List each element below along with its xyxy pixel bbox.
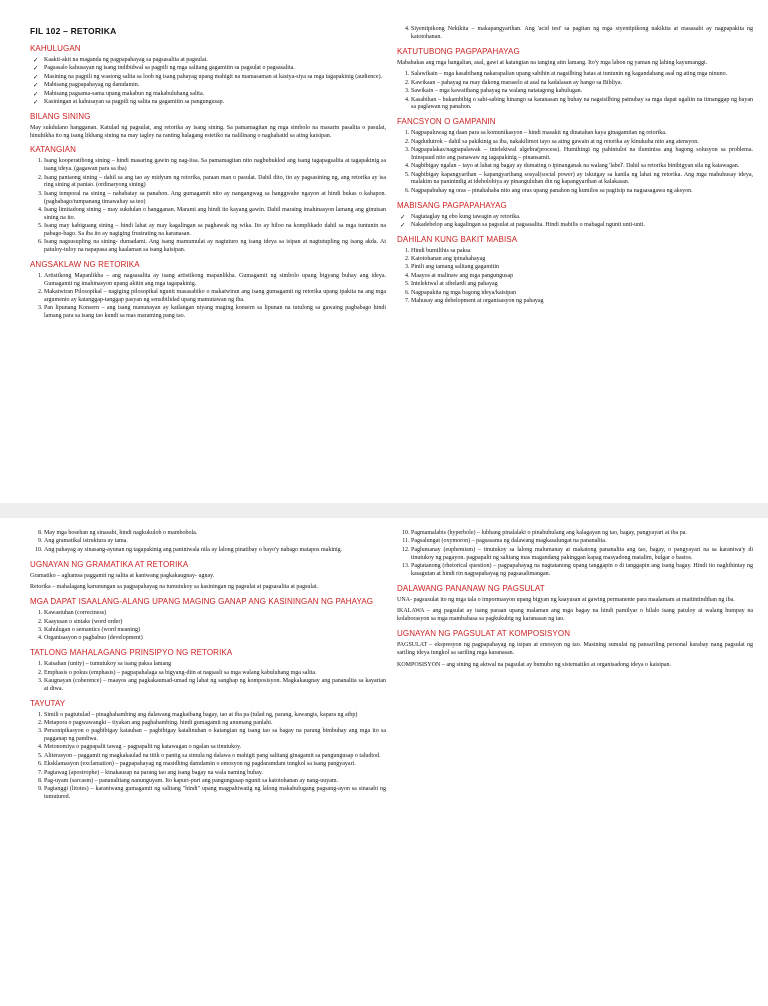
list-item: 2. Metapora o pagwawangki – tiyakan ang paghahambing. hindi gumagamit ng anumang panlahi. bbox=[44, 720, 386, 728]
mabisang-list bbox=[397, 214, 753, 230]
left-column-top bbox=[30, 0, 386, 324]
dahilan-continued-list bbox=[30, 530, 386, 555]
list-item: 7. Pagtawag (apostrophe) – kinakausap na parang tao ang isang bagay na wala naming buhay. bbox=[44, 770, 386, 778]
paragraph: Mababakas ang mga hangalian, asal, gawi at katangian na tanging atin lamang. Ito'y mga labon ng yaman ng lahing kayumanggi. bbox=[397, 59, 708, 66]
list-item: ✓ Mabisang pagpapahayag ng damdamin. bbox=[44, 82, 386, 90]
list-item: 10. Ang pahayag ay sinasang-ayunan ng tagapakinig ang paniniwala nila ay lalong pinatibay o bayo'y nabago matapos makinig. bbox=[44, 547, 386, 555]
list-item: 1. Artistikong Mapanlikha – ang nagsasalita ay isang artistikong mapanlikha. Gumagamit ng simbolo upang bigyang buhay ang ideya. Gumagamit ng imahinasyon upang akitin ang mga tagapakinig. bbox=[44, 273, 386, 289]
section-heading-katangian: KATANGIAN bbox=[30, 145, 76, 155]
list-item: 3. Sawikain – mga kawatihang pahayag na walang natatagong kahulugan. bbox=[411, 88, 753, 96]
list-item: 12. Paglumanay (euphemism) – tinutukoy sa lalong malumanay at makatong pananalita ang tao, bagay, o pangyayari na sa karaniwa'y di tinutukoy ng pagayon. pagpapalit ng salitang mas magandang pakinggan kapag masyadong matalim, bulgar o bastos. bbox=[411, 547, 753, 563]
list-item: 2. Isang pantaong sining – dahil sa ang tao ay midyum ng retorika, paraan man o pasulat. Dahil dito, ito ay pagsasining ng, ang retorika ay isa ring sining at pantao. (ordinaryong sining) bbox=[44, 175, 386, 191]
list-item: 8. May mga bosehan ng sinasabi, hindi nagkukulob o mambobola. bbox=[44, 530, 386, 538]
section-heading-katutubo: KATUTUBONG PAGPAPAHAYAG bbox=[397, 46, 520, 56]
list-item: 3. Personipikasyon o pagbibigay katauhan – pagbibigay katalinuhan o katangian ng isang tao sa bagay na parang bimbuhay ang mga ito sa pagganap ng pandiwa. bbox=[44, 728, 386, 744]
paragraph: PAGSULAT – ekspresyon ng pagpapahayag ng isipan at emosyon ng tao. Masining sumulat ng pansariling personal karabay nang pagsulat ng sariling ideya tungkol sa sariling mga karanasan. bbox=[397, 641, 753, 656]
list-item: 2. Kaayusan o sintaks (word order) bbox=[44, 619, 386, 627]
paragraph: UNA- pagsusulat ito ng mga tala o impormasyon upang bigyan ng kaayusan at gawing permanente para maalamam at maitintindihan ng iba. bbox=[397, 596, 735, 603]
section-heading-ugnayan-gramatika: UGNAYAN NG GRAMATIKA AT RETORIKA bbox=[30, 559, 189, 569]
list-item: 4. Metonomiya o pagpapalit tawag – pagpapalit ng katawagan o ngalan sa tinutukoy. bbox=[44, 744, 386, 752]
list-item: 1. Hindi bumilihis sa paksa bbox=[411, 248, 753, 256]
list-item: 3. Kaugnayan (coherence) – maayos ang pagkakaumad-umad ng lahat ng sanghap ng komposisyon. Magkakaugnay ang pananalita sa kayarian at diwa. bbox=[44, 678, 386, 694]
section-heading-bilang-sining: BILANG SINING bbox=[30, 111, 91, 121]
section-heading-ugnayan-pagsulat: UGNAYAN NG PAGSULAT AT KOMPOSISYON bbox=[397, 628, 571, 638]
angsaklaw-list bbox=[30, 273, 386, 321]
list-item: 2. Kawikaan – pahayag na may dakong maraselo at asal na kadalasan ay hango sa Bibliya. bbox=[411, 80, 753, 88]
page-divider bbox=[0, 503, 768, 518]
list-item: 4. Nagbibigay ngalan – tayo at lahat ng bagay ay dumating o ipinanganak na walang 'label'. Dahil sa retorika binibigyan sila ng katawagan. bbox=[411, 163, 753, 171]
list-item: ✓ Pagsasalo kahusayan ng isang indibidwal sa pagpili ng mga salitang gagamitin sa pagsulat o pagsasalita. bbox=[44, 65, 386, 73]
list-item: 5. Nagbibigay kapangyarihan – kapangyarihang sosyal(social power) ay iskuigay sa kanila ng lahat ng retorika. Ang mga mahuhusay ideya, malakim na paninindig at ideholohiya ay pinanguluhan din ng kapangyarihan at kalakasan. bbox=[411, 172, 753, 188]
list-item: 3. Nagpapalakas/nagpapalawak – intelektwal algebra(process). Humihingi ng pahintulot na iluminisa ang bagong solusyon sa problema. Ininspaud nito ang panawaw ng tagapakinig – pinansamit. bbox=[411, 147, 753, 163]
list-item: 4. Siyentipikong Nekikita – makapangyarihan. Ang 'acid test' sa pagitan ng mga siyentipikong nakikita at masasabi ay nagpapakita ng katotohanan. bbox=[411, 26, 753, 42]
list-item: 3. Kahulugan o semantics (word meaning) bbox=[44, 627, 386, 635]
list-item: 2. Emphasis o pokus (emphasis) – pagpapahalaga sa bigyang-diin at nagsasli sa mga walang kabuluhang mga salita. bbox=[44, 670, 386, 678]
list-item: 6. Nagpapakita ng mga bagong ideya/kaisipan bbox=[411, 290, 753, 298]
section-heading-angsaklaw: ANGSAKLAW NG RETORIKA bbox=[30, 259, 140, 269]
list-item: ✓ Mabisang pagsama-sama upang makabuo ng makabuluhang salita. bbox=[44, 91, 386, 99]
list-item: 6. Nagpapabuhay ng oras – pinahahaba nito ang oras upang panahon ng kumilos sa pagiisip na nagsasagawa ng aksyon. bbox=[411, 188, 753, 196]
list-item: ✓ Kaakit-akit na maganda ng pagpapahayag sa pagsasalita at pagsulat. bbox=[44, 57, 386, 65]
list-item: 9. Ang gramatikal istruktura ay tama. bbox=[44, 538, 386, 546]
list-item: 7. Mahusay ang debelopment at organisasyon ng pahayag bbox=[411, 298, 753, 306]
document-title: FIL 102 – RETORIKA bbox=[30, 26, 117, 36]
list-item: 5. Isang may kabiguang sining – hindi lahat ay may kagalingan sa paghawak ng wika. Ito ay hiloo na komplikado dahil sa mga tuntunin na pabago-bago. Sa iba ito ay nagiging frustrating na karanasan. bbox=[44, 223, 386, 239]
tayutay-list bbox=[30, 712, 386, 803]
list-item: 1. Isang kooperatibong sining – hindi masaring gawin ng nag-iisa. Sa pamamagitan nito nagbubuklod ang isang tagapagsalita at tagapakinig sa isang ideya. (gagawan para sa iba) bbox=[44, 158, 386, 174]
fancsyon-list bbox=[397, 130, 753, 195]
list-item: 3. Pinili ang tamang salitang gagamitin bbox=[411, 264, 753, 272]
section-heading-kahulugan: KAHULUGAN bbox=[30, 44, 81, 53]
section-heading-dahilan: DAHILAN KUNG BAKIT MABISA bbox=[397, 234, 518, 244]
list-item: 2. Nagdudutrok – dahil sa pakikinig sa iba, nakakilimot tayo sa ating gawain at ng retorika ay kinukuha nito ang atensyon. bbox=[411, 139, 753, 147]
section-heading-dapat: MGA DAPAT ISAALANG-ALANG UPANG MAGING GANAP ANG KASININGAN NG PAHAYAG bbox=[30, 597, 374, 607]
tayutay-continued-list bbox=[397, 530, 753, 579]
paragraph: IKALAWA – ang pagsulat ay isang paraan upang malaman ang mga bagay na hindi pamilyar o hilalo isang patuloy at walang humpay na kolaborasyon sa mga mambabasa sa pagkukubig ng karanasan ng tao. bbox=[397, 608, 753, 623]
section-heading-fancsyon: FANCSYON O GAMPANIN bbox=[397, 117, 496, 127]
list-item: 1. Nagpapaluwag ng daan para sa komunikasyon – hindi masakit ng dinatahan kaya ginagamitan ng retorika. bbox=[411, 130, 753, 138]
tatlong-list bbox=[30, 661, 386, 693]
list-item: 6. Isang nagsusupling na sining- dumadami. Ang isang mamumulat ay nagtuturo ng isang ideya sa isipan at nagtutupling ng isang akda. At patuloy-tuloy na napapasa ang kaalaman sa isang kaisipan. bbox=[44, 239, 386, 255]
paragraph: KOMPOSISYON – ang sining ng aktwal na pagsulat ay bumubo ng sistematiko at organisadong ideya o kaisipan. bbox=[397, 661, 672, 668]
list-item: 3. Isang temporal na sining – nababatay sa panahon. Ang gumagamit nito ay nangangwag sa hanggwahe ngayon at hindi bukas o kahapon. (pagbabago/tumpanang timawahay sa teo) bbox=[44, 191, 386, 207]
list-item: ✓ Nakadebelop ang kagalingan sa pagsulat at pagsasalita. Hindi mabilis o mabagal ngunit unti-unti. bbox=[411, 222, 753, 230]
list-item: 5. Intelektwal at sibelardi ang pahayag bbox=[411, 281, 753, 289]
paragraph: May sukdulano hangganan. Katulad ng pagsulat, ang retorika ay isang sining. Sa pamamagitan ng mga simbolo na masarin pasalita o pasulat, hinuhikha ito ng isang likhang sining na may tagley na ranting halagang estetiko na nalilinang o naghahatid sa ating kaisipan. bbox=[30, 124, 386, 139]
list-item: ✓ Nagtataglay ng ebo kung tawagin ay retorika. bbox=[411, 214, 753, 222]
right-column-bottom bbox=[397, 518, 753, 673]
right-column-top bbox=[397, 0, 753, 309]
section-heading-tatlong: TATLONG MAHALAGANG PRINSIPYO NG RETORIKA bbox=[30, 648, 233, 658]
list-item: 2. Makatwiran Pilosopikal – nagiging pilosopikal ngunit masasabiko o makatwiran ang isang gumagamit ng retorika upang ipakita na ang mga argumento ay katanggap-tanggap pasyan ng sensibilidad upang mamutawan ng iba. bbox=[44, 289, 386, 305]
list-item: 4. Maayos at malinaw ang mga pangungusap bbox=[411, 273, 753, 281]
list-item: 1. Salawikain – mga kasabihang nakarapalian upang sabihin at nagsilbing batas at tuntunin ng kagandahang asal ng ating mga ninuno. bbox=[411, 71, 753, 79]
list-item: 1. Kaisahan (unity) – tumutukoy sa isang paksa lamang bbox=[44, 661, 386, 669]
list-item: 4. Isang limitadong sining – may sukdulan o hangganan. Marami ang hindi ito kayang gawin. Dahil maraing imahinasyon lamang ang ginutsan sining na ito. bbox=[44, 207, 386, 223]
list-item: 13. Pagtatanong (rhetorical question) – pagpapahayag na nagtatanong upang tanggapin o di tanggapin ang isang bagay. Hindi ito naghihintay ng kasagutan at hindi rin nagpapahayag ng pagsasalimangan. bbox=[411, 563, 753, 579]
dahilan-list bbox=[397, 248, 753, 306]
section-heading-tayutay: TAYUTAY bbox=[30, 698, 66, 708]
list-item: ✓ Kasiningan at kahusayan sa pagpili ng salita na gagamitin sa pangungusap. bbox=[44, 99, 386, 107]
list-item: 4. Organisasyon o pagbabuo (development) bbox=[44, 635, 386, 643]
angsaklaw-continued-list bbox=[397, 26, 753, 42]
list-item: 5. Aliterasyon – paggamit ng magkakaulad na titik o pantig sa simula ng dalawa o mahigit pang salitang ginagamit sa pangungusap o taludtod. bbox=[44, 753, 386, 761]
list-item: 1. Kawastuhan (correctness) bbox=[44, 610, 386, 618]
katangian-list bbox=[30, 158, 386, 255]
list-item: 1. Simili o pagtutulad – pinaghahambing ang dalawang magkaibang bagay, tao at iba pa (tulad ng, parang, kawangis, kapara ng atbp) bbox=[44, 712, 386, 720]
section-heading-mabisang: MABISANG PAGPAPAHAYAG bbox=[397, 200, 507, 210]
list-item: 2. Katotohanan ang ipinahahayag bbox=[411, 256, 753, 264]
paragraph: Gramatiko – aghamsa paggamit ng salita at kaniwang pagkakaugnay- ugnay. bbox=[30, 572, 215, 579]
list-item: ✓ Masining na pagpili ng wastong salita sa loob ng isang pahayag upang mahigit na mamasaman at kasiya-siya sa mga tagapakinig (audience). bbox=[44, 74, 386, 82]
paragraph: Retorika – mahalagang karunungan sa pagpapahayag na tumutukoy sa kasiningan ng pagsulat at pagsasalita at pagsulat. bbox=[30, 584, 318, 591]
list-item: 6. Eksklamasyon (exclamation) – pagpapahayag ng masidhing damdamin o emosyon ng pagdaramdam tungkol sa isang pangyayari. bbox=[44, 761, 386, 769]
list-item: 10. Pagmamalabis (hyperbole) – lubhang pinalalaki o pinahuhulang ang kalagayan ng tao, bagay, pangyayari at iba pa. bbox=[411, 530, 753, 538]
section-heading-dalawang: DALAWANG PANANAW NG PAGSULAT bbox=[397, 583, 545, 593]
list-item: 11. Pagsalungat (oxymoron) – pagsasama ng dalawang magkasalungat na pananalita. bbox=[411, 538, 753, 546]
dapat-list bbox=[30, 610, 386, 643]
list-item: 8. Pag-uyam (sarcasm) – pananalitang nanunguyam. Ito kapuri-puri ang pangungusap ngunit sa katotohanan ay nang-uuyam. bbox=[44, 778, 386, 786]
page-bottom bbox=[0, 518, 768, 1006]
katutubo-list bbox=[397, 71, 753, 112]
left-column-bottom bbox=[30, 518, 386, 805]
list-item: 9. Pagtanggi (litotes) – karaniwang gumagamit ng salitang "hindi" upang magpahiwatig ng lalong makahulugang pagsang-ayon sa sinasabi ng tumutured. bbox=[44, 786, 386, 802]
list-item: 3. Pan lipunang Konsern – ang isang manunayan ay katlangan niyang maging konsern sa lipunan na tutulong sa gawaing pagbabago hindi lamang para sa isang tao kundi sa mas maraming pang tao. bbox=[44, 305, 386, 321]
list-item: 4. Kasabihan – bukambibig o sabi-sabing hinango sa karanasan ng buhay na nagsisilbing patnubay sa mga dapat ugaliin na timanggap ng bayan sa paglawan ng panahon. bbox=[411, 97, 753, 113]
kahulugan-list bbox=[30, 57, 386, 107]
